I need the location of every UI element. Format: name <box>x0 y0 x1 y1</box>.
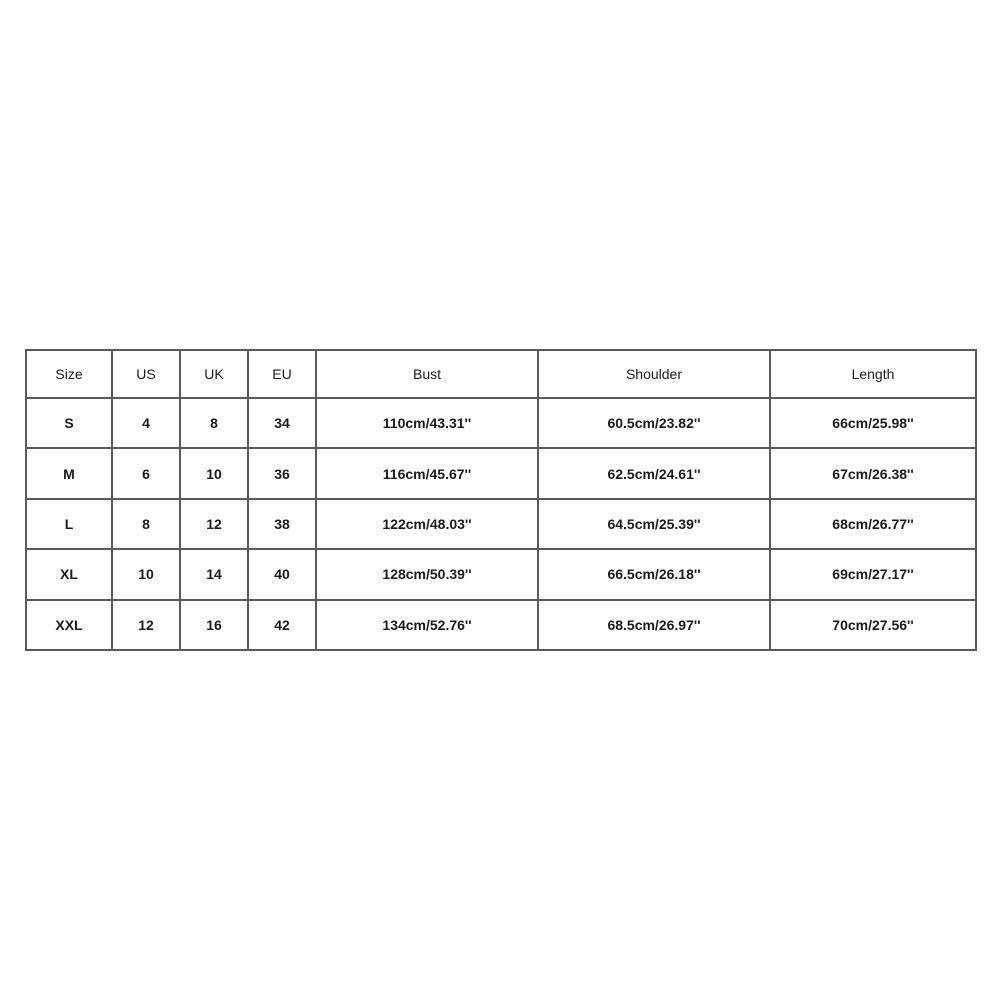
header-uk: UK <box>180 350 248 398</box>
table-row <box>26 398 976 448</box>
size-chart-table <box>25 349 977 651</box>
cell-size: XXL <box>26 600 112 650</box>
table-row <box>26 549 976 599</box>
cell-length: 68cm/26.77'' <box>770 499 976 549</box>
header-length: Length <box>770 350 976 398</box>
cell-eu: 42 <box>248 600 316 650</box>
table-row <box>26 448 976 498</box>
cell-us: 10 <box>112 549 180 599</box>
cell-uk: 16 <box>180 600 248 650</box>
header-bust: Bust <box>316 350 538 398</box>
table-row <box>26 600 976 650</box>
cell-length: 69cm/27.17'' <box>770 549 976 599</box>
cell-shoulder: 68.5cm/26.97'' <box>538 600 770 650</box>
cell-eu: 34 <box>248 398 316 448</box>
cell-bust: 116cm/45.67'' <box>316 448 538 498</box>
header-size: Size <box>26 350 112 398</box>
cell-us: 8 <box>112 499 180 549</box>
cell-bust: 128cm/50.39'' <box>316 549 538 599</box>
header-us: US <box>112 350 180 398</box>
cell-eu: 40 <box>248 549 316 599</box>
cell-uk: 10 <box>180 448 248 498</box>
cell-length: 66cm/25.98'' <box>770 398 976 448</box>
cell-us: 4 <box>112 398 180 448</box>
cell-shoulder: 60.5cm/23.82'' <box>538 398 770 448</box>
cell-bust: 134cm/52.76'' <box>316 600 538 650</box>
header-eu: EU <box>248 350 316 398</box>
cell-size: XL <box>26 549 112 599</box>
cell-bust: 110cm/43.31'' <box>316 398 538 448</box>
cell-size: S <box>26 398 112 448</box>
cell-shoulder: 62.5cm/24.61'' <box>538 448 770 498</box>
cell-size: M <box>26 448 112 498</box>
cell-length: 70cm/27.56'' <box>770 600 976 650</box>
header-shoulder: Shoulder <box>538 350 770 398</box>
cell-eu: 38 <box>248 499 316 549</box>
cell-length: 67cm/26.38'' <box>770 448 976 498</box>
cell-bust: 122cm/48.03'' <box>316 499 538 549</box>
cell-eu: 36 <box>248 448 316 498</box>
cell-uk: 8 <box>180 398 248 448</box>
cell-uk: 12 <box>180 499 248 549</box>
header-row <box>26 350 976 398</box>
cell-us: 12 <box>112 600 180 650</box>
cell-uk: 14 <box>180 549 248 599</box>
cell-us: 6 <box>112 448 180 498</box>
table-row <box>26 499 976 549</box>
cell-size: L <box>26 499 112 549</box>
cell-shoulder: 64.5cm/25.39'' <box>538 499 770 549</box>
cell-shoulder: 66.5cm/26.18'' <box>538 549 770 599</box>
